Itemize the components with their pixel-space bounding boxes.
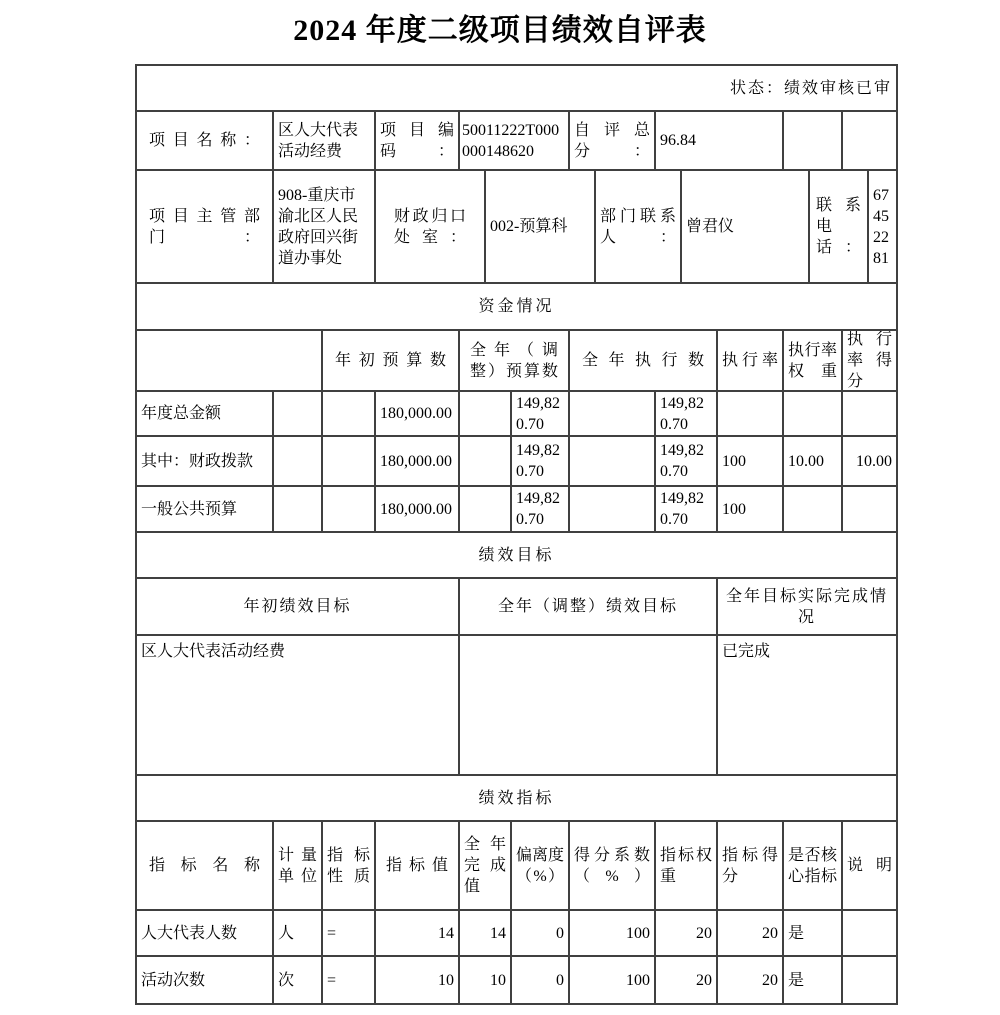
funding-adjusted-budget-value: 149,820.70 xyxy=(510,487,568,531)
funding-rate-value: 100 xyxy=(716,437,782,485)
phone-label: 联系电话： xyxy=(808,171,867,282)
funding-row-total xyxy=(137,390,896,435)
project-info-row-2 xyxy=(137,169,896,282)
goals-header-adjusted: 全年（调整）绩效目标 xyxy=(458,579,716,634)
indicator-unit-value: 次 xyxy=(272,957,321,1003)
indicator-target-value: 10 xyxy=(374,957,458,1003)
funding-rate-weight-value: 10.00 xyxy=(782,437,841,485)
funding-rate-value xyxy=(716,392,782,435)
indicator-header-completed: 全年完成值 xyxy=(458,822,510,909)
finance-office-value: 002-预算科 xyxy=(484,171,594,282)
funding-row-public-budget xyxy=(137,485,896,531)
goals-header-row xyxy=(137,577,896,634)
indicator-unit-value: 人 xyxy=(272,911,321,955)
funding-adjusted-budget-value: 149,820.70 xyxy=(510,437,568,485)
goals-data-row xyxy=(137,634,896,774)
empty-cell xyxy=(272,487,321,531)
self-score-label: 自评总分： xyxy=(568,112,654,169)
empty-cell xyxy=(458,392,510,435)
goal-initial-value: 区人大代表活动经费 xyxy=(141,643,286,660)
funding-initial-budget-value: 180,000.00 xyxy=(374,437,458,485)
indicator-header-deviation: 偏离度（%） xyxy=(510,822,568,909)
contact-label: 部门联系人： xyxy=(594,171,680,282)
self-score-value: 96.84 xyxy=(654,112,782,169)
empty-cell xyxy=(321,487,374,531)
indicator-header-coefficient: 得分系数（%） xyxy=(568,822,654,909)
indicator-header-note: 说明 xyxy=(841,822,896,909)
indicators-header-row xyxy=(137,820,896,909)
funding-row-label: 一般公共预算 xyxy=(141,500,238,518)
indicator-note-value xyxy=(841,911,896,955)
goal-actual-value: 已完成 xyxy=(716,636,896,774)
indicator-weight-value: 20 xyxy=(654,911,716,955)
project-code-label: 项目编码： xyxy=(374,112,458,169)
funding-header-rate-weight: 执行率权重 xyxy=(782,331,841,390)
funding-row-label: 年度总金额 xyxy=(141,405,222,422)
indicator-score-value: 20 xyxy=(716,957,782,1003)
project-name-value: 区人大代表活动经费 xyxy=(272,112,374,169)
indicator-header-weight: 指标权重 xyxy=(654,822,716,909)
funding-header-executed: 全年执行数 xyxy=(568,331,716,390)
indicator-core-value: 是 xyxy=(782,957,841,1003)
funding-row-label: 其中：财政拨款 xyxy=(141,452,254,470)
indicator-completed-value: 14 xyxy=(458,911,510,955)
funding-rate-score-value xyxy=(841,392,896,435)
indicator-header-name: 指标名称 xyxy=(149,857,260,874)
indicator-row xyxy=(137,955,896,1003)
funding-adjusted-budget-value: 149,820.70 xyxy=(510,392,568,435)
funding-executed-value: 149,820.70 xyxy=(654,437,716,485)
empty-cell xyxy=(321,437,374,485)
evaluation-form-table xyxy=(135,64,898,1005)
indicator-coefficient-value: 100 xyxy=(568,957,654,1003)
empty-cell xyxy=(568,487,654,531)
funding-executed-value: 149,820.70 xyxy=(654,392,716,435)
goal-adjusted-value xyxy=(458,636,716,774)
indicators-section-title: 绩效指标 xyxy=(478,789,555,807)
indicator-name-value: 活动次数 xyxy=(141,971,206,989)
empty-cell xyxy=(782,112,841,169)
goals-header-initial: 年初绩效目标 xyxy=(243,598,352,615)
status-row xyxy=(137,66,896,110)
funding-header-rate: 执行率 xyxy=(716,331,782,390)
indicator-nature-value: = xyxy=(321,911,374,955)
empty-cell xyxy=(841,112,896,169)
funding-rate-weight-value xyxy=(782,487,841,531)
indicator-target-value: 14 xyxy=(374,911,458,955)
indicator-weight-value: 20 xyxy=(654,957,716,1003)
funding-rate-weight-value xyxy=(782,392,841,435)
indicator-header-nature: 指标性质 xyxy=(321,822,374,909)
project-info-row-1 xyxy=(137,110,896,169)
indicator-deviation-value: 0 xyxy=(510,957,568,1003)
funding-rate-score-value: 10.00 xyxy=(841,437,896,485)
funding-rate-value: 100 xyxy=(716,487,782,531)
indicator-score-value: 20 xyxy=(716,911,782,955)
indicator-deviation-value: 0 xyxy=(510,911,568,955)
indicator-core-value: 是 xyxy=(782,911,841,955)
funding-header-blank xyxy=(137,331,321,390)
funding-row-fiscal xyxy=(137,435,896,485)
funding-section-row xyxy=(137,282,896,329)
indicator-header-unit: 计量单位 xyxy=(272,822,321,909)
indicator-name-value: 人大代表人数 xyxy=(141,924,238,942)
indicator-header-score: 指标得分 xyxy=(716,822,782,909)
goals-header-actual: 全年目标实际完成情况 xyxy=(716,579,896,634)
funding-header-rate-score: 执行率得分 xyxy=(841,331,896,390)
funding-header-initial-budget: 年初预算数 xyxy=(321,331,458,390)
empty-cell xyxy=(568,392,654,435)
indicators-section-row xyxy=(137,774,896,820)
phone-value: 67452281 xyxy=(867,171,896,282)
finance-office-label: 财政归口处室： xyxy=(374,171,484,282)
dept-value: 908-重庆市渝北区人民政府回兴街道办事处 xyxy=(272,171,374,282)
goals-section-title: 绩效目标 xyxy=(478,546,555,564)
funding-initial-budget-value: 180,000.00 xyxy=(374,487,458,531)
indicator-header-core: 是否核心指标 xyxy=(782,822,841,909)
project-name-label: 项目名称： xyxy=(149,132,260,149)
funding-section-title: 资金情况 xyxy=(478,298,555,315)
project-code-value: 50011222T000000148620 xyxy=(458,112,568,169)
empty-cell xyxy=(321,392,374,435)
indicator-row xyxy=(137,909,896,955)
funding-header-row xyxy=(137,329,896,390)
indicator-nature-value: = xyxy=(321,957,374,1003)
empty-cell xyxy=(272,437,321,485)
funding-rate-score-value xyxy=(841,487,896,531)
empty-cell xyxy=(272,392,321,435)
empty-cell xyxy=(458,437,510,485)
dept-label: 项目主管部门： xyxy=(149,207,260,246)
status-text: 状态：绩效审核已审 xyxy=(729,79,892,97)
funding-initial-budget-value: 180,000.00 xyxy=(374,392,458,435)
funding-header-adjusted-budget: 全年（调整）预算数 xyxy=(458,331,568,390)
indicator-coefficient-value: 100 xyxy=(568,911,654,955)
goals-section-row xyxy=(137,531,896,577)
page-title: 2024 年度二级项目绩效自评表 xyxy=(293,14,707,47)
empty-cell xyxy=(458,487,510,531)
funding-executed-value: 149,820.70 xyxy=(654,487,716,531)
indicator-header-target: 指标值 xyxy=(374,822,458,909)
indicator-note-value xyxy=(841,957,896,1003)
contact-value: 曾君仪 xyxy=(680,171,808,282)
indicator-completed-value: 10 xyxy=(458,957,510,1003)
empty-cell xyxy=(568,437,654,485)
